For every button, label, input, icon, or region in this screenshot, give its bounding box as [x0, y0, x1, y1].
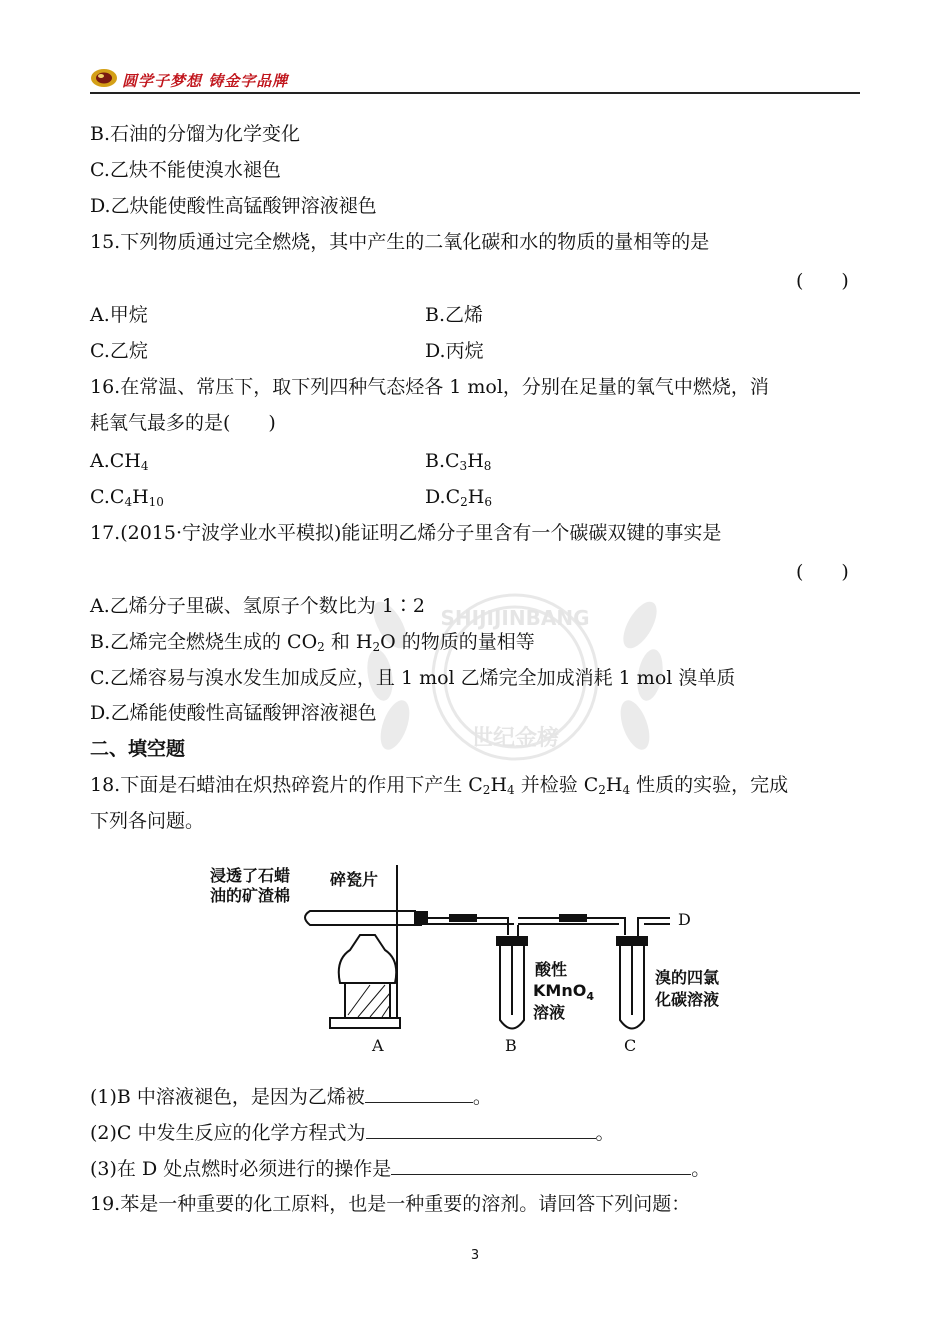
label-soaked-2: 油的矿渣棉 [210, 886, 291, 905]
q16-option-d: $D.C_2H_6$ [425, 486, 492, 509]
watermark-top-text: SHIJIJINBANG [440, 606, 590, 630]
label-soaked-1: 浸透了石蜡 [210, 866, 291, 885]
q15-option-a: A.甲烷 [90, 304, 148, 326]
q19-stem: 19.苯是一种重要的化工原料，也是一种重要的溶剂。请回答下列问题： [90, 1193, 691, 1215]
q17-stem: 17.(2015·宁波学业水平模拟)能证明乙烯分子里含有一个碳碳双键的事实是 [90, 522, 722, 544]
q16-option-a: $A.CH_4$ [90, 450, 149, 473]
label-kmno4: KMnO$_4$ [533, 981, 594, 1003]
label-d: D [678, 910, 691, 929]
answer-blank-1[interactable] [365, 1084, 473, 1103]
q15-option-c: C.乙烷 [90, 340, 148, 362]
reaction-tube [305, 911, 415, 925]
label-solution: 溶液 [533, 1003, 566, 1022]
q16-stem-line2: 耗氧气最多的是( ) [90, 412, 276, 434]
q16-stem-line1: 16.在常温、常压下，取下列四种气态烃各 1 mol，分别在足量的氧气中燃烧，消 [90, 376, 769, 398]
q15-answer-paren: ( ) [796, 270, 849, 292]
q15-option-d: D.丙烷 [425, 340, 484, 362]
header-slogan: 圆学子梦想 铸金字品牌 [122, 72, 289, 90]
apparatus-figure [200, 855, 760, 1065]
q14-option-d: D.乙炔能使酸性高锰酸钾溶液褪色 [90, 195, 377, 217]
page-number: 3 [470, 1248, 480, 1263]
q18-stem-line1: 18.下面是石蜡油在炽热碎瓷片的作用下产生 $C_2H_4$ 并检验 $C_2H_4$ 性质的实验，完成 [90, 774, 789, 797]
outlet-d [638, 918, 670, 937]
q14-option-c: C.乙炔不能使溴水褪色 [90, 159, 281, 181]
q17-option-b: B.乙烯完全燃烧生成的 $CO_2$ 和 $H_2O$ 的物质的量相等 [90, 631, 535, 654]
answer-blank-3[interactable] [391, 1156, 691, 1175]
stand-base [330, 1018, 400, 1028]
label-bromine-2: 化碳溶液 [655, 990, 720, 1009]
label-a: A [372, 1036, 384, 1055]
label-bromine-1: 溴的四氯 [655, 968, 720, 987]
logo-icon [90, 68, 118, 88]
header-rule [90, 92, 860, 94]
q18-part3: (3)在 D 处点燃时必须进行的操作是 。 [90, 1158, 711, 1180]
watermark-bottom-text: 世纪金榜 [470, 726, 560, 751]
q15-stem: 15.下列物质通过完全燃烧，其中产生的二氧化碳和水的物质的量相等的是 [90, 231, 710, 253]
q17-answer-paren: ( ) [796, 561, 849, 583]
q17-option-c: C.乙烯容易与溴水发生加成反应，且 1 mol 乙烯完全加成消耗 1 mol 溴单质 [90, 667, 736, 689]
q14-option-b: B.石油的分馏为化学变化 [90, 123, 301, 145]
label-b: B [505, 1036, 517, 1055]
answer-blank-2[interactable] [366, 1120, 596, 1139]
label-c: C [624, 1036, 637, 1055]
q15-option-b: B.乙烯 [425, 304, 484, 326]
section-heading-fill-blank: 二、填空题 [90, 738, 186, 760]
label-porcelain: 碎瓷片 [330, 870, 379, 889]
q18-stem-line2: 下列各问题。 [90, 810, 205, 832]
q16-option-b: $B.C_3H_8$ [425, 450, 492, 473]
q18-part2: (2)C 中发生反应的化学方程式为 。 [90, 1122, 615, 1144]
label-acidic: 酸性 [535, 960, 568, 979]
q17-option-a: A.乙烯分子里碳、氢原子个数比为 1∶2 [90, 595, 425, 617]
q18-part1: (1)B 中溶液褪色，是因为乙烯被 。 [90, 1086, 492, 1108]
tube-stopper [415, 912, 427, 924]
q16-option-c: $C.C_4H_{10}$ [90, 486, 164, 509]
alcohol-lamp [339, 935, 397, 983]
q17-option-d: D.乙烯能使酸性高锰酸钾溶液褪色 [90, 702, 377, 724]
page-header [90, 64, 860, 94]
